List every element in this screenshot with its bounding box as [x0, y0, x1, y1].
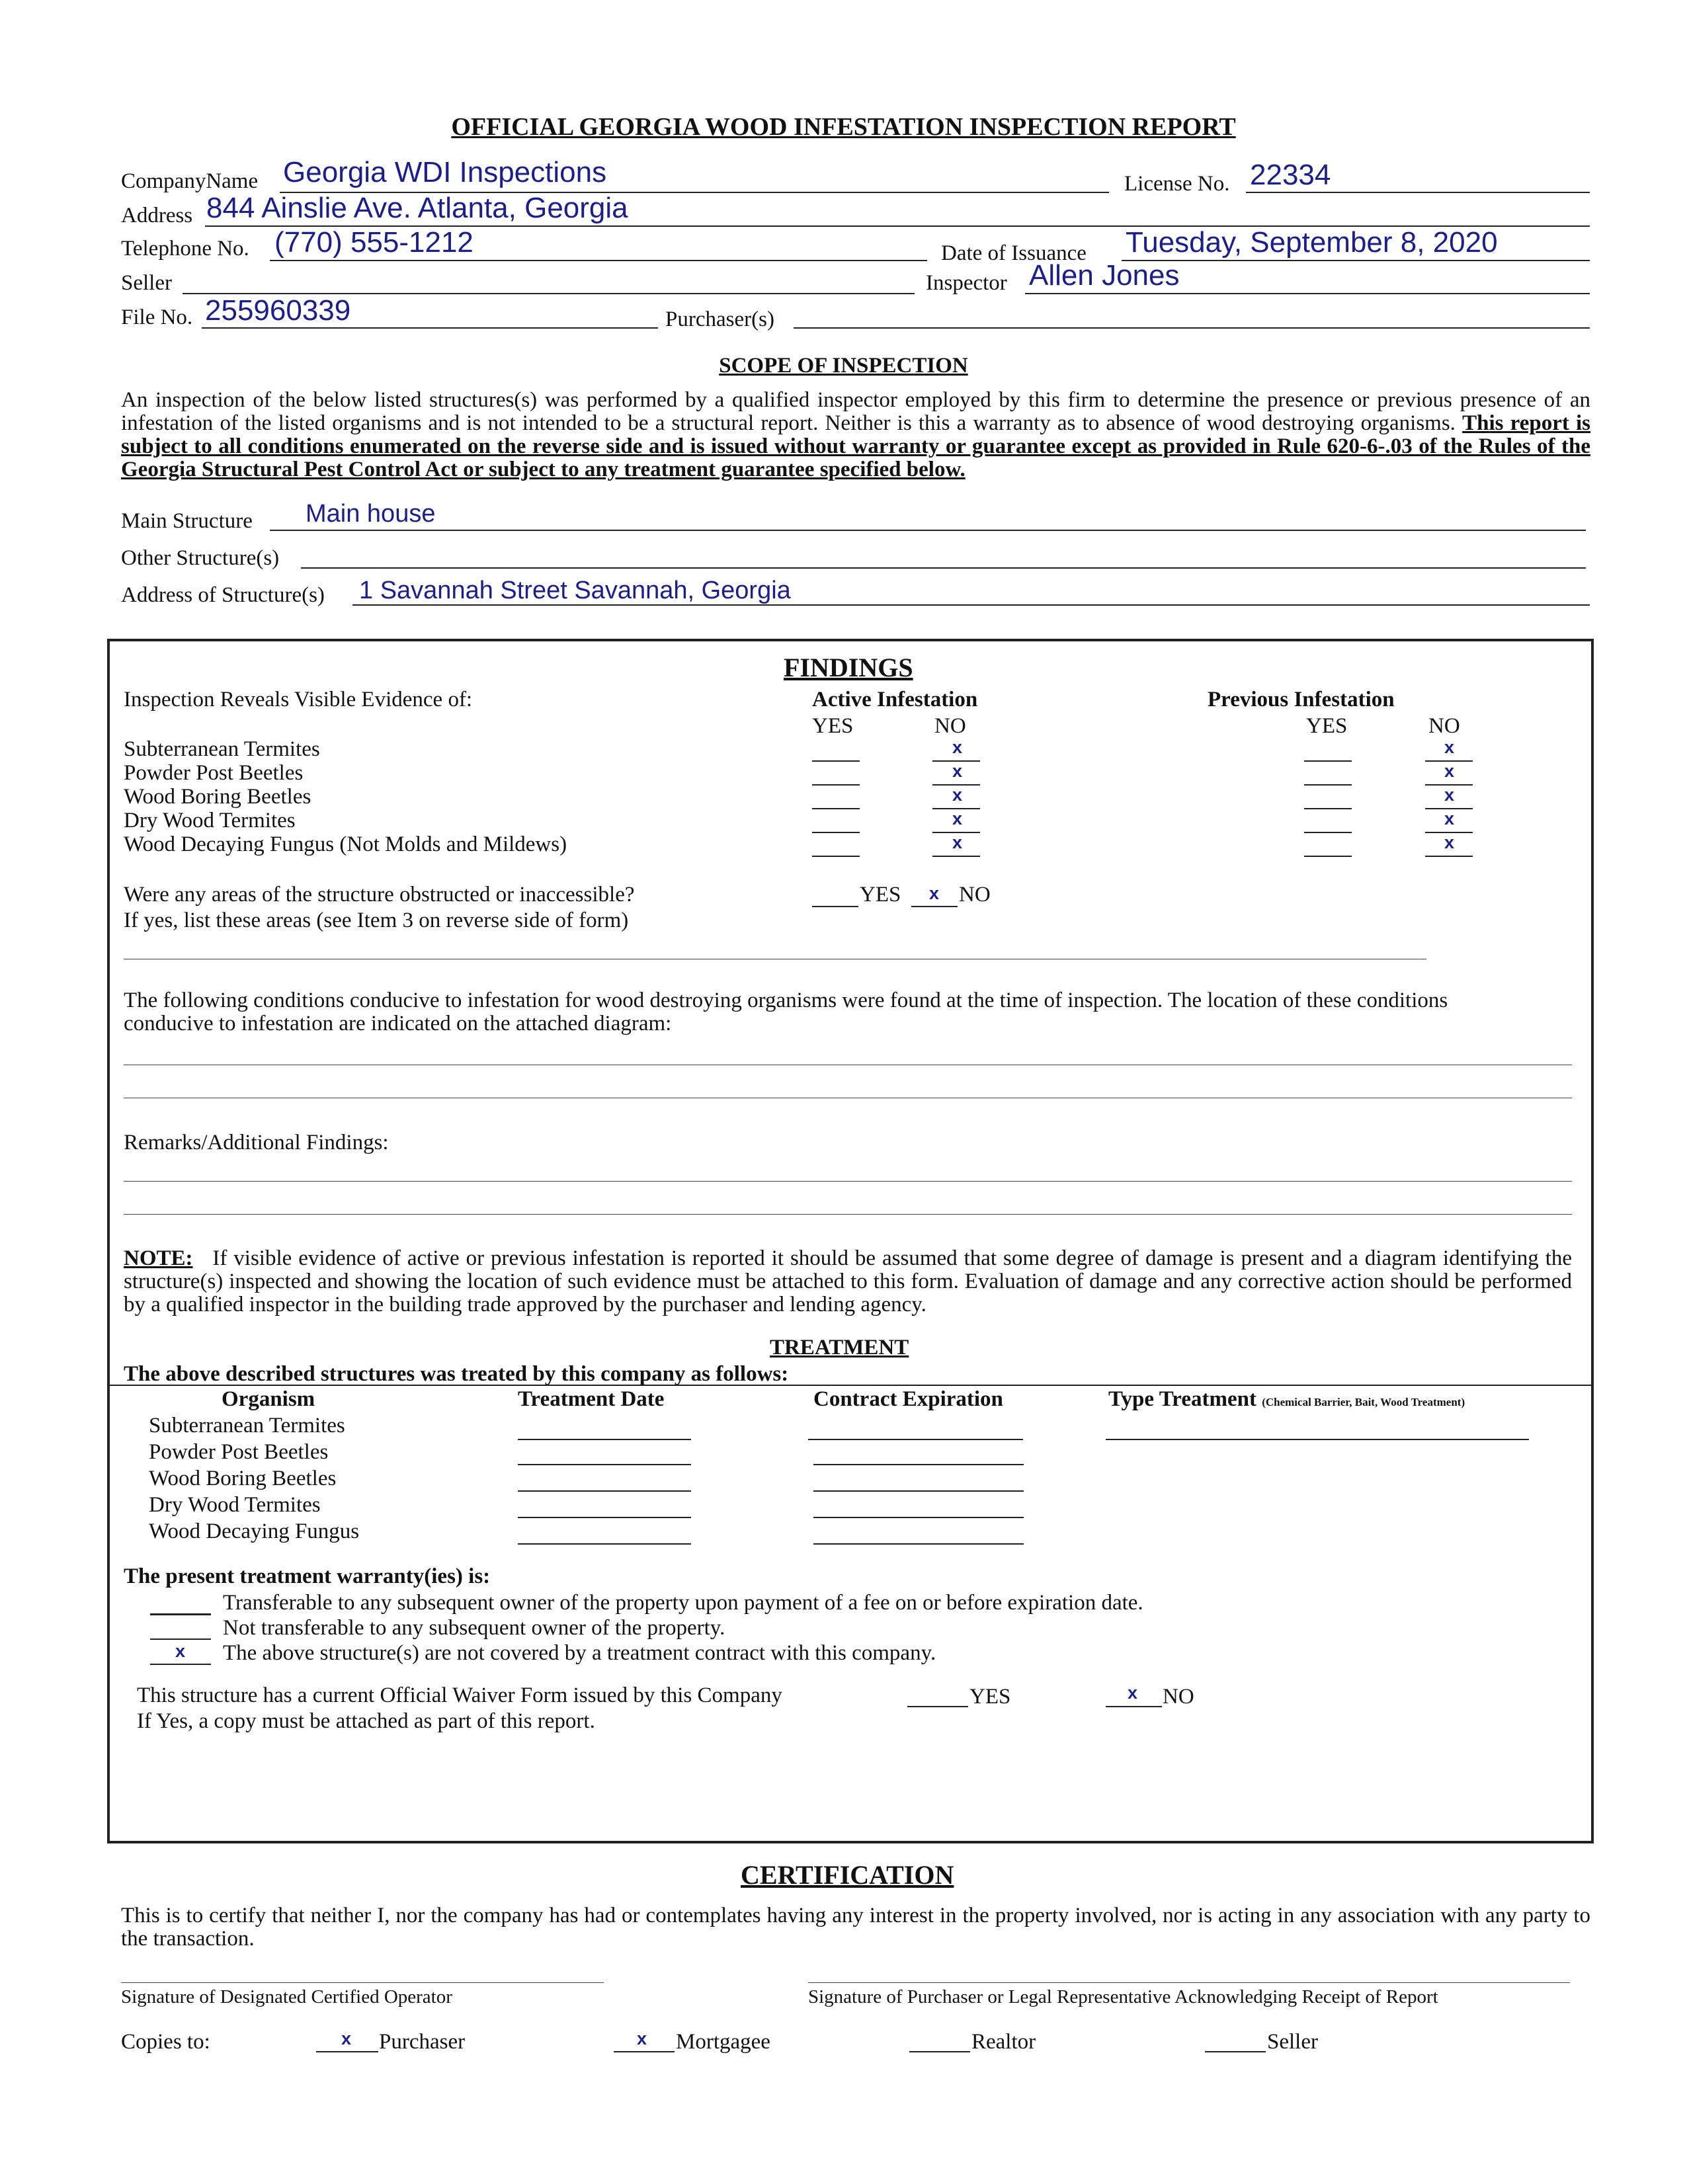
active-yes-field[interactable] — [812, 784, 860, 786]
active-yes-header: YES — [812, 714, 854, 738]
treatment-heading: TREATMENT — [770, 1336, 909, 1359]
previous-no-check: x — [1444, 785, 1455, 805]
treatment-date-field[interactable] — [518, 1543, 691, 1545]
type-treatment-field[interactable] — [1106, 1439, 1529, 1440]
previous-yes-field[interactable] — [1304, 760, 1352, 762]
col-type-hint: (Chemical Barrier, Bait, Wood Treatment) — [1262, 1396, 1465, 1408]
note-text: If visible evidence of active or previous infestation is reported it should be assumed that some degree of damage is present and a diagram identifying the structure(s) inspected and showing the location of such evidence must be attached to this form. Evaluation of damage and any corrective action should be performed by a qualified inspector in the building trade approved by the purchaser and lending agency. — [124, 1246, 1573, 1316]
date-field-line — [1122, 260, 1590, 261]
waiver-text: This structure has a current Official Waiver Form issued by this Company — [137, 1683, 782, 1707]
active-no-check: x — [952, 761, 963, 781]
note-label: NOTE: — [124, 1246, 193, 1270]
waiver-yes-field[interactable] — [907, 1706, 968, 1707]
previous-no-check: x — [1444, 761, 1455, 781]
purchaser-field-line[interactable] — [794, 327, 1590, 329]
treatment-organism: Powder Post Beetles — [149, 1440, 329, 1464]
copy-purchaser-label: Purchaser — [379, 2030, 466, 2054]
main-structure-label: Main Structure — [121, 509, 253, 533]
col-type-label: Type Treatment — [1108, 1387, 1256, 1411]
remarks-label: Remarks/Additional Findings: — [124, 1131, 389, 1154]
date-label: Date of Issuance — [941, 241, 1087, 265]
copy-mortgagee-label: Mortgagee — [676, 2030, 770, 2054]
treatment-organism: Wood Decaying Fungus — [149, 1519, 360, 1543]
warranty-option-label: Not transferable to any subsequent owner of the property. — [223, 1616, 725, 1640]
purchaser-label: Purchaser(s) — [665, 307, 774, 331]
contract-expiration-field[interactable] — [813, 1543, 1024, 1545]
active-no-check: x — [952, 737, 963, 757]
main-structure-line — [270, 530, 1586, 531]
report-title: OFFICIAL GEORGIA WOOD INFESTATION INSPECTION REPORT — [451, 113, 1236, 141]
obstructed-yes-label: YES — [860, 883, 901, 907]
copy-realtor-field[interactable] — [909, 2051, 970, 2052]
address-label: Address — [121, 204, 193, 227]
previous-no-check: x — [1444, 809, 1455, 829]
waiver-no-label: NO — [1163, 1685, 1194, 1709]
organism-label: Wood Boring Beetles — [124, 785, 311, 809]
warranty-option-check: x — [175, 1641, 186, 1661]
warranty-label: The present treatment warranty(ies) is: — [124, 1564, 491, 1588]
other-structure-label: Other Structure(s) — [121, 546, 280, 570]
previous-yes-field[interactable] — [1304, 784, 1352, 786]
other-structure-line[interactable] — [301, 567, 1586, 569]
inspector-label: Inspector — [926, 271, 1007, 295]
scope-paragraph — [121, 389, 1590, 481]
previous-yes-field[interactable] — [1304, 808, 1352, 809]
contract-expiration-field[interactable] — [808, 1439, 1023, 1440]
active-no-check: x — [952, 832, 963, 852]
warranty-option-field[interactable] — [150, 1613, 211, 1615]
telephone-label: Telephone No. — [121, 237, 249, 261]
certification-heading: CERTIFICATION — [741, 1860, 954, 1890]
previous-no-field[interactable] — [1425, 856, 1473, 857]
structure-address-label: Address of Structure(s) — [121, 583, 325, 607]
treatment-date-field[interactable] — [518, 1490, 691, 1492]
inspector-field-line — [1025, 293, 1590, 294]
certification-text: This is to certify that neither I, nor the company has had or contemplates having any interest in the property involved, nor is acting in any association with any party to the transaction. — [121, 1904, 1590, 1951]
waiver-no-field[interactable] — [1106, 1706, 1162, 1707]
organism-label: Wood Decaying Fungus (Not Molds and Mildews) — [124, 832, 567, 856]
obstructed-yes-field[interactable] — [812, 906, 858, 907]
note-paragraph — [124, 1247, 1572, 1316]
inspector-field[interactable]: Allen Jones — [1029, 259, 1180, 292]
evidence-label: Inspection Reveals Visible Evidence of: — [124, 688, 473, 711]
scope-text-bold: This report is subject to all conditions enumerated on the reverse side and is issued without warranty or guarantee except as provided in Rule 620-6-.03 of the Rules of the Georgia Structural Pest Control Act or subject to any treatment guarantee specified below. — [121, 411, 1591, 481]
telephone-field[interactable]: (770) 555-1212 — [274, 226, 473, 259]
remarks-line[interactable] — [124, 1181, 1572, 1182]
company-label: CompanyName — [121, 169, 259, 193]
copy-realtor-label: Realtor — [971, 2030, 1036, 2054]
treatment-organism: Subterranean Termites — [149, 1414, 345, 1437]
findings-heading: FINDINGS — [784, 653, 913, 682]
warranty-option-label: The above structure(s) are not covered by a treatment contract with this company. — [223, 1641, 936, 1665]
copy-purchaser-check: x — [341, 2029, 352, 2048]
col-treatment-date: Treatment Date — [518, 1387, 665, 1411]
license-field-line — [1246, 192, 1590, 193]
col-contract-expiration: Contract Expiration — [813, 1387, 1003, 1411]
warranty-option-label: Transferable to any subsequent owner of the property upon payment of a fee on or before expiration date. — [223, 1591, 1143, 1615]
copy-mortgagee-check: x — [637, 2029, 647, 2048]
telephone-field-line — [270, 260, 927, 261]
obstructed-question: Were any areas of the structure obstructed or inaccessible? — [124, 883, 635, 907]
obstructed-hint: If yes, list these areas (see Item 3 on reverse side of form) — [124, 909, 629, 932]
active-yes-field[interactable] — [812, 832, 860, 833]
active-no-header: NO — [934, 714, 966, 738]
date-field[interactable]: Tuesday, September 8, 2020 — [1126, 226, 1498, 259]
treatment-date-field[interactable] — [518, 1517, 691, 1518]
active-no-check: x — [952, 785, 963, 805]
obstructed-no-label: NO — [959, 883, 991, 907]
treatment-organism: Wood Boring Beetles — [149, 1467, 337, 1490]
warranty-option-field[interactable] — [150, 1664, 211, 1665]
operator-signature-line[interactable] — [121, 1982, 604, 1983]
contract-expiration-field[interactable] — [813, 1464, 1024, 1465]
col-organism: Organism — [222, 1387, 315, 1411]
copies-label: Copies to: — [121, 2030, 210, 2054]
previous-no-check: x — [1444, 832, 1455, 852]
license-label: License No. — [1124, 172, 1230, 196]
previous-yes-field[interactable] — [1304, 856, 1352, 857]
copy-seller-label: Seller — [1267, 2030, 1318, 2054]
copy-mortgagee-field[interactable] — [614, 2051, 675, 2052]
previous-yes-header: YES — [1306, 714, 1348, 738]
active-yes-field[interactable] — [812, 808, 860, 809]
copy-purchaser-field[interactable] — [316, 2051, 378, 2052]
active-yes-field[interactable] — [812, 760, 860, 762]
active-no-check: x — [952, 809, 963, 829]
waiver-no-check: x — [1128, 1683, 1138, 1703]
active-heading: Active Infestation — [812, 688, 978, 711]
previous-no-header: NO — [1428, 714, 1460, 738]
organism-label: Powder Post Beetles — [124, 761, 304, 785]
scope-heading: SCOPE OF INSPECTION — [719, 354, 968, 378]
structure-address-field[interactable]: 1 Savannah Street Savannah, Georgia — [359, 577, 791, 604]
active-no-field[interactable] — [932, 856, 980, 857]
obstructed-no-field[interactable] — [911, 906, 958, 907]
active-yes-field[interactable] — [812, 856, 860, 857]
treatment-organism: Dry Wood Termites — [149, 1493, 321, 1517]
conditions-text: The following conditions conducive to infestation for wood destroying organisms were found at the time of inspection. The location of these conditions conducive to infestation are indicated on the attached diagram: — [124, 989, 1448, 1035]
organism-label: Dry Wood Termites — [124, 809, 296, 832]
contract-expiration-field[interactable] — [813, 1517, 1024, 1518]
col-type-treatment — [1108, 1387, 1465, 1412]
file-field-line — [202, 327, 658, 329]
copy-seller-field[interactable] — [1205, 2051, 1266, 2052]
license-field[interactable]: 22334 — [1250, 159, 1331, 191]
treatment-divider — [108, 1385, 1592, 1386]
previous-yes-field[interactable] — [1304, 832, 1352, 833]
operator-signature-label: Signature of Designated Certified Operator — [121, 1986, 452, 2007]
company-field[interactable]: Georgia WDI Inspections — [283, 156, 607, 188]
scope-text: An inspection of the below listed structures(s) was performed by a qualified inspector employed by this firm to determine the presence or previous presence of an infestation of the listed organisms and is not intended to be a structural report. Neither is this a warranty as to absence of wood destroying organisms. — [121, 388, 1590, 435]
organism-label: Subterranean Termites — [124, 737, 320, 761]
seller-label: Seller — [121, 271, 172, 295]
treatment-date-field[interactable] — [518, 1464, 691, 1465]
previous-no-check: x — [1444, 737, 1455, 757]
main-structure-field[interactable]: Main house — [306, 500, 436, 528]
treatment-intro: The above described structures was treated by this company as follows: — [124, 1362, 789, 1386]
treatment-date-field[interactable] — [518, 1439, 691, 1440]
warranty-option-field[interactable] — [150, 1638, 211, 1640]
purchaser-signature-line[interactable] — [808, 1982, 1570, 1983]
remarks-line[interactable] — [124, 1214, 1572, 1215]
waiver-yes-label: YES — [969, 1685, 1011, 1709]
obstructed-no-check: x — [929, 883, 940, 903]
address-field[interactable]: 844 Ainslie Ave. Atlanta, Georgia — [206, 192, 628, 224]
purchaser-signature-label: Signature of Purchaser or Legal Representative Acknowledging Receipt of Report — [808, 1986, 1438, 2007]
file-field[interactable]: 255960339 — [205, 294, 351, 327]
previous-heading: Previous Infestation — [1208, 688, 1395, 711]
contract-expiration-field[interactable] — [813, 1490, 1024, 1492]
waiver-hint: If Yes, a copy must be attached as part of this report. — [137, 1709, 595, 1733]
file-label: File No. — [121, 305, 193, 329]
